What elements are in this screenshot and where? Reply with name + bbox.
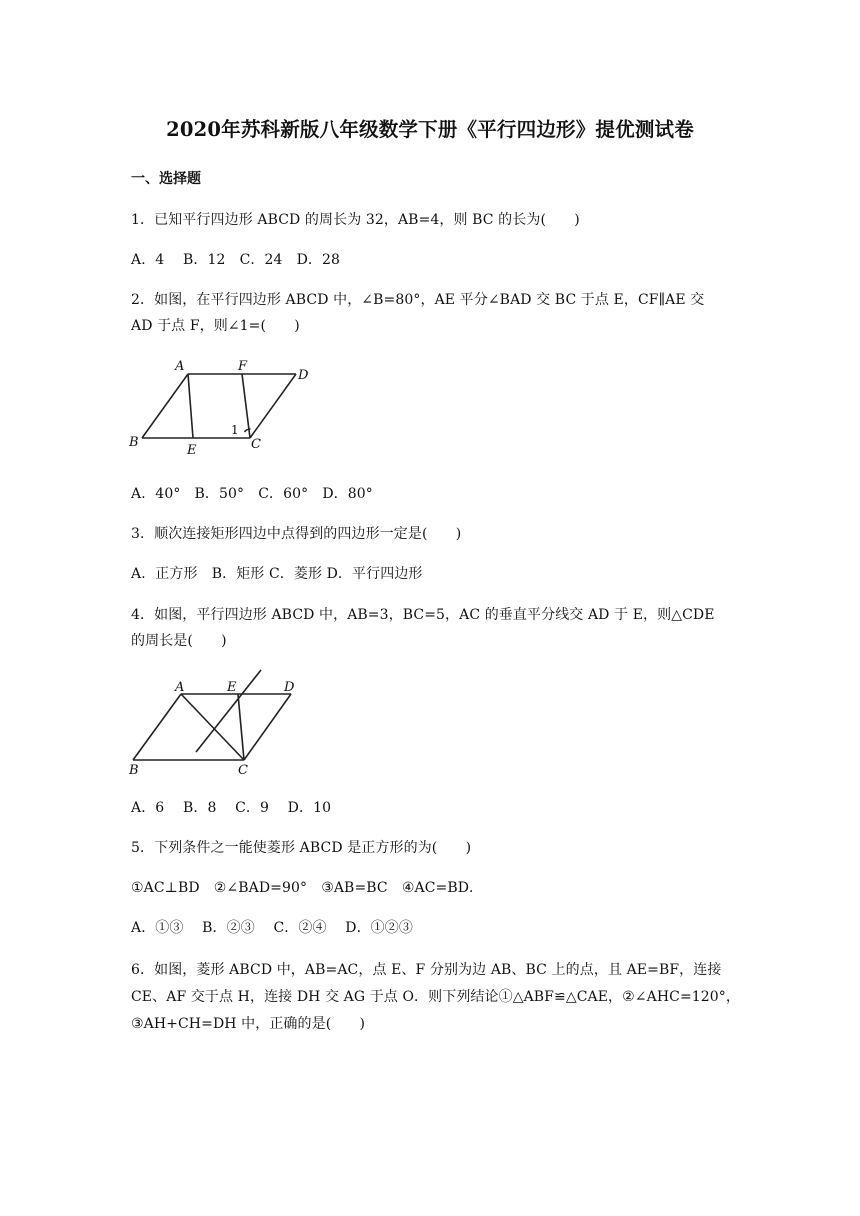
label-E: E (187, 443, 197, 458)
question-1-stem: 1．已知平行四边形 ABCD 的周长为 32，AB=4，则 BC 的长为( ) (131, 212, 580, 228)
segment-CE (238, 694, 244, 760)
page-title: 2020年苏科新版八年级数学下册《平行四边形》提优测试卷 (166, 118, 694, 141)
label-E: E (227, 680, 237, 695)
label-D: D (284, 680, 295, 695)
question-6-stem-line3: ③AH+CH=DH 中，正确的是( ) (131, 1016, 366, 1032)
question-1-options: A．4 B．12 C．24 D．28 (131, 252, 341, 268)
segment-CD (244, 694, 291, 760)
label-F: F (238, 359, 248, 374)
question-4-options: A．6 B．8 C．9 D．10 (131, 800, 332, 816)
question-5-options: A．①③ B．②③ C．②④ D．①②③ (131, 920, 413, 936)
segment-AE (188, 374, 193, 438)
question-2-options: A．40° B．50° C．60° D．80° (131, 486, 373, 502)
question-4-stem-line1: 4．如图，平行四边形 ABCD 中，AB=3，BC=5，AC 的垂直平分线交 AD 于 E，则△CDE (131, 607, 715, 623)
label-A: A (175, 680, 185, 695)
section-heading: 一、选择题 (131, 171, 201, 187)
question-2-stem-line1: 2．如图，在平行四边形 ABCD 中，∠B=80°，AE 平分∠BAD 交 BC 于点 E，CF∥AE 交 (131, 292, 705, 308)
segment-AB (133, 694, 181, 760)
question-4-stem-line2: 的周长是( ) (131, 633, 227, 649)
segment-CD (250, 374, 296, 438)
question-2-stem-line2: AD 于点 F，则∠1=( ) (131, 318, 300, 334)
question-6-stem-line2: CE、AF 交于点 H，连接 DH 交 AG 于点 O．则下列结论①△ABF≌△CAE，②∠AHC=120°， (131, 989, 741, 1005)
question-2-figure (120, 352, 330, 460)
label-B: B (129, 435, 139, 450)
question-6-stem-line1: 6．如图，菱形 ABCD 中，AB=AC，点 E、F 分别为边 AB、BC 上的点，且 AE=BF，连接 (131, 962, 722, 978)
question-3-stem: 3．顺次连接矩形四边中点得到的四边形一定是( ) (131, 526, 462, 542)
question-5-conditions: ①AC⊥BD ②∠BAD=90° ③AB=BC ④AC=BD． (131, 880, 484, 896)
question-5-stem: 5．下列条件之一能使菱形 ABCD 是正方形的为( ) (131, 840, 472, 856)
label-D: D (298, 368, 309, 383)
label-angle-1: 1 (231, 423, 239, 437)
segment-AB (142, 374, 188, 438)
question-3-options: A．正方形 B．矩形 C．菱形 D．平行四边形 (131, 566, 423, 582)
label-C: C (251, 437, 261, 452)
label-C: C (238, 763, 248, 778)
question-4-figure (120, 664, 330, 780)
label-A: A (175, 359, 185, 374)
label-B: B (129, 763, 139, 778)
